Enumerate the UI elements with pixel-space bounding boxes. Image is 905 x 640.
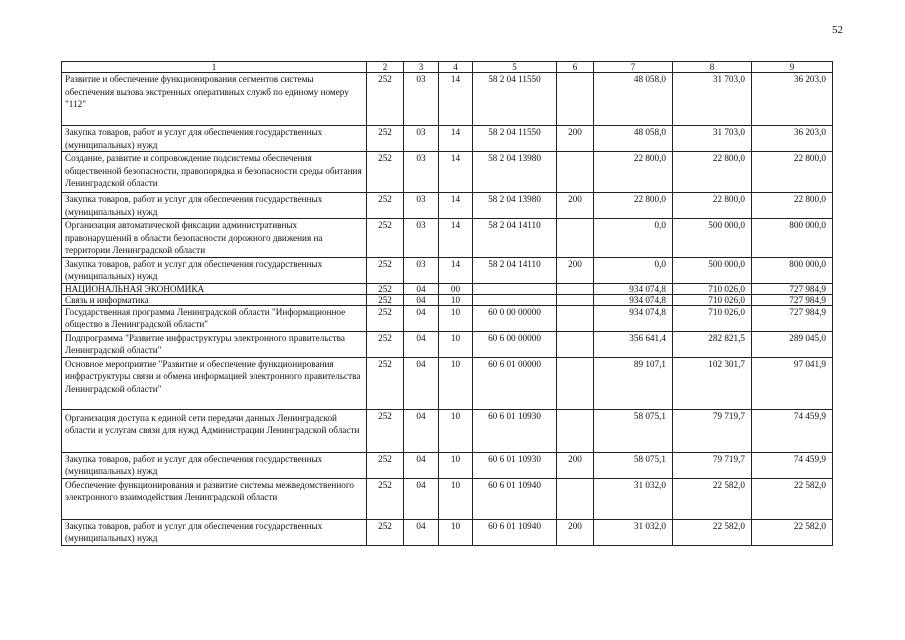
- expense-type-cell: 200: [557, 257, 594, 283]
- amount-year3-cell: 22 800,0: [752, 152, 833, 193]
- amount-year1-cell: 58 075,1: [594, 452, 673, 478]
- amount-year3-cell: 36 203,0: [752, 126, 833, 152]
- subsection-cell: 14: [439, 73, 473, 126]
- table-row: [62, 152, 833, 193]
- target-article-cell: 58 2 04 14110: [473, 257, 557, 283]
- row-name-cell: Организация доступа к единой сети передачи данных Ленинградской области и услугам связи для нужд Администрации Ленинградской области: [62, 409, 367, 452]
- table-row: [62, 257, 833, 283]
- amount-year2-cell: 710 026,0: [673, 283, 752, 294]
- section-cell: 04: [404, 478, 439, 519]
- expense-type-cell: [557, 219, 594, 258]
- ministry-code-cell: 252: [367, 283, 404, 294]
- amount-year3-cell: 800 000,0: [752, 257, 833, 283]
- amount-year3-cell: 22 582,0: [752, 478, 833, 519]
- ministry-code-cell: 252: [367, 305, 404, 331]
- amount-year2-cell: 22 582,0: [673, 519, 752, 545]
- section-cell: 04: [404, 294, 439, 305]
- expense-type-cell: [557, 283, 594, 294]
- section-cell: 04: [404, 452, 439, 478]
- section-cell: 03: [404, 152, 439, 193]
- budget-table: [61, 61, 833, 546]
- subsection-cell: 10: [439, 294, 473, 305]
- amount-year3-cell: 289 045,0: [752, 331, 833, 357]
- table-row: [62, 283, 833, 294]
- amount-year3-cell: 36 203,0: [752, 73, 833, 126]
- target-article-cell: 60 6 00 00000: [473, 331, 557, 357]
- row-name-cell: Закупка товаров, работ и услуг для обеспечения государственных (муниципальных) нужд: [62, 452, 367, 478]
- amount-year3-cell: 97 041,9: [752, 357, 833, 409]
- amount-year3-cell: 22 582,0: [752, 519, 833, 545]
- row-name-cell: Связь и информатика: [62, 294, 367, 305]
- amount-year2-cell: 22 800,0: [673, 193, 752, 219]
- amount-year2-cell: 22 582,0: [673, 478, 752, 519]
- row-name-cell: Закупка товаров, работ и услуг для обеспечения государственных (муниципальных) нужд: [62, 193, 367, 219]
- target-article-cell: 60 0 00 00000: [473, 305, 557, 331]
- ministry-code-cell: 252: [367, 152, 404, 193]
- amount-year2-cell: 79 719,7: [673, 452, 752, 478]
- subsection-cell: 00: [439, 283, 473, 294]
- expense-type-cell: [557, 331, 594, 357]
- header-cell: 6: [557, 62, 594, 73]
- amount-year3-cell: 22 800,0: [752, 193, 833, 219]
- amount-year3-cell: 727 984,9: [752, 283, 833, 294]
- section-cell: 03: [404, 73, 439, 126]
- target-article-cell: 58 2 04 13980: [473, 152, 557, 193]
- amount-year1-cell: 0,0: [594, 219, 673, 258]
- table-row: [62, 357, 833, 409]
- amount-year1-cell: 934 074,8: [594, 294, 673, 305]
- section-cell: 04: [404, 357, 439, 409]
- expense-type-cell: [557, 478, 594, 519]
- section-cell: 03: [404, 193, 439, 219]
- subsection-cell: 14: [439, 219, 473, 258]
- table-row: [62, 73, 833, 126]
- subsection-cell: 14: [439, 152, 473, 193]
- ministry-code-cell: 252: [367, 126, 404, 152]
- section-cell: 04: [404, 283, 439, 294]
- subsection-cell: 10: [439, 478, 473, 519]
- subsection-cell: 10: [439, 452, 473, 478]
- table-header-row: [62, 62, 833, 73]
- target-article-cell: [473, 283, 557, 294]
- target-article-cell: 58 2 04 14110: [473, 219, 557, 258]
- target-article-cell: 60 6 01 00000: [473, 357, 557, 409]
- amount-year1-cell: 0,0: [594, 257, 673, 283]
- amount-year3-cell: 727 984,9: [752, 294, 833, 305]
- budget-table-container: [61, 61, 833, 546]
- header-cell: 8: [673, 62, 752, 73]
- subsection-cell: 14: [439, 257, 473, 283]
- amount-year2-cell: 22 800,0: [673, 152, 752, 193]
- row-name-cell: НАЦИОНАЛЬНАЯ ЭКОНОМИКА: [62, 283, 367, 294]
- amount-year1-cell: 31 032,0: [594, 478, 673, 519]
- subsection-cell: 10: [439, 331, 473, 357]
- amount-year2-cell: 31 703,0: [673, 126, 752, 152]
- ministry-code-cell: 252: [367, 257, 404, 283]
- amount-year1-cell: 31 032,0: [594, 519, 673, 545]
- table-row: [62, 452, 833, 478]
- row-name-cell: Основное мероприятие "Развитие и обеспечение функционирования инфраструктуры связи и обмена информацией электронного правительства Ленинградской области": [62, 357, 367, 409]
- section-cell: 03: [404, 257, 439, 283]
- target-article-cell: 58 2 04 11550: [473, 126, 557, 152]
- row-name-cell: Государственная программа Ленинградской области "Информационное общество в Ленинградской области": [62, 305, 367, 331]
- expense-type-cell: [557, 305, 594, 331]
- section-cell: 04: [404, 519, 439, 545]
- page-number: 52: [832, 24, 843, 36]
- section-cell: 04: [404, 305, 439, 331]
- section-cell: 04: [404, 331, 439, 357]
- header-cell: 9: [752, 62, 833, 73]
- table-row: [62, 478, 833, 519]
- expense-type-cell: 200: [557, 193, 594, 219]
- row-name-cell: Обеспечение функционирования и развитие системы межведомственного электронного взаимодействия Ленинградской области: [62, 478, 367, 519]
- row-name-cell: Организация автоматической фиксации административных правонарушений в области безопасности дорожного движения на территории Ленинградской области: [62, 219, 367, 258]
- ministry-code-cell: 252: [367, 357, 404, 409]
- expense-type-cell: [557, 409, 594, 452]
- target-article-cell: 58 2 04 13980: [473, 193, 557, 219]
- expense-type-cell: 200: [557, 519, 594, 545]
- header-cell: 3: [404, 62, 439, 73]
- ministry-code-cell: 252: [367, 478, 404, 519]
- target-article-cell: 60 6 01 10930: [473, 452, 557, 478]
- amount-year1-cell: 22 800,0: [594, 193, 673, 219]
- subsection-cell: 10: [439, 357, 473, 409]
- amount-year3-cell: 74 459,9: [752, 452, 833, 478]
- table-row: [62, 193, 833, 219]
- section-cell: 03: [404, 126, 439, 152]
- row-name-cell: Подпрограмма "Развитие инфраструктуры электронного правительства Ленинградской области": [62, 331, 367, 357]
- table-row: [62, 126, 833, 152]
- amount-year3-cell: 727 984,9: [752, 305, 833, 331]
- amount-year3-cell: 74 459,9: [752, 409, 833, 452]
- section-cell: 04: [404, 409, 439, 452]
- ministry-code-cell: 252: [367, 331, 404, 357]
- row-name-cell: Закупка товаров, работ и услуг для обеспечения государственных (муниципальных) нужд: [62, 126, 367, 152]
- subsection-cell: 10: [439, 409, 473, 452]
- row-name-cell: Развитие и обеспечение функционирования сегментов системы обеспечения вызова экстренных оперативных служб по единому номеру "112": [62, 73, 367, 126]
- amount-year1-cell: 89 107,1: [594, 357, 673, 409]
- subsection-cell: 14: [439, 193, 473, 219]
- ministry-code-cell: 252: [367, 409, 404, 452]
- header-cell: 1: [62, 62, 367, 73]
- row-name-cell: Закупка товаров, работ и услуг для обеспечения государственных (муниципальных) нужд: [62, 257, 367, 283]
- amount-year1-cell: 934 074,8: [594, 283, 673, 294]
- amount-year1-cell: 48 058,0: [594, 73, 673, 126]
- section-cell: 03: [404, 219, 439, 258]
- amount-year1-cell: 22 800,0: [594, 152, 673, 193]
- ministry-code-cell: 252: [367, 294, 404, 305]
- row-name-cell: Создание, развитие и сопровождение подсистемы обеспечения общественной безопасности, правопорядка и безопасности среды обитания Ленинградской области: [62, 152, 367, 193]
- expense-type-cell: 200: [557, 126, 594, 152]
- amount-year2-cell: 282 821,5: [673, 331, 752, 357]
- target-article-cell: [473, 294, 557, 305]
- header-cell: 4: [439, 62, 473, 73]
- amount-year2-cell: 79 719,7: [673, 409, 752, 452]
- target-article-cell: 58 2 04 11550: [473, 73, 557, 126]
- table-row: [62, 409, 833, 452]
- amount-year2-cell: 710 026,0: [673, 305, 752, 331]
- subsection-cell: 14: [439, 126, 473, 152]
- row-name-cell: Закупка товаров, работ и услуг для обеспечения государственных (муниципальных) нужд: [62, 519, 367, 545]
- amount-year2-cell: 102 301,7: [673, 357, 752, 409]
- expense-type-cell: 200: [557, 452, 594, 478]
- target-article-cell: 60 6 01 10930: [473, 409, 557, 452]
- header-cell: 5: [473, 62, 557, 73]
- ministry-code-cell: 252: [367, 219, 404, 258]
- ministry-code-cell: 252: [367, 73, 404, 126]
- ministry-code-cell: 252: [367, 519, 404, 545]
- expense-type-cell: [557, 294, 594, 305]
- expense-type-cell: [557, 73, 594, 126]
- amount-year1-cell: 58 075,1: [594, 409, 673, 452]
- header-cell: 2: [367, 62, 404, 73]
- target-article-cell: 60 6 01 10940: [473, 478, 557, 519]
- amount-year3-cell: 800 000,0: [752, 219, 833, 258]
- table-row: [62, 219, 833, 258]
- amount-year2-cell: 500 000,0: [673, 257, 752, 283]
- table-row: [62, 331, 833, 357]
- amount-year1-cell: 356 641,4: [594, 331, 673, 357]
- amount-year1-cell: 934 074,8: [594, 305, 673, 331]
- header-cell: 7: [594, 62, 673, 73]
- target-article-cell: 60 6 01 10940: [473, 519, 557, 545]
- ministry-code-cell: 252: [367, 193, 404, 219]
- subsection-cell: 10: [439, 519, 473, 545]
- amount-year2-cell: 710 026,0: [673, 294, 752, 305]
- expense-type-cell: [557, 152, 594, 193]
- table-row: [62, 519, 833, 545]
- expense-type-cell: [557, 357, 594, 409]
- amount-year2-cell: 500 000,0: [673, 219, 752, 258]
- table-row: [62, 294, 833, 305]
- amount-year1-cell: 48 058,0: [594, 126, 673, 152]
- subsection-cell: 10: [439, 305, 473, 331]
- amount-year2-cell: 31 703,0: [673, 73, 752, 126]
- table-row: [62, 305, 833, 331]
- ministry-code-cell: 252: [367, 452, 404, 478]
